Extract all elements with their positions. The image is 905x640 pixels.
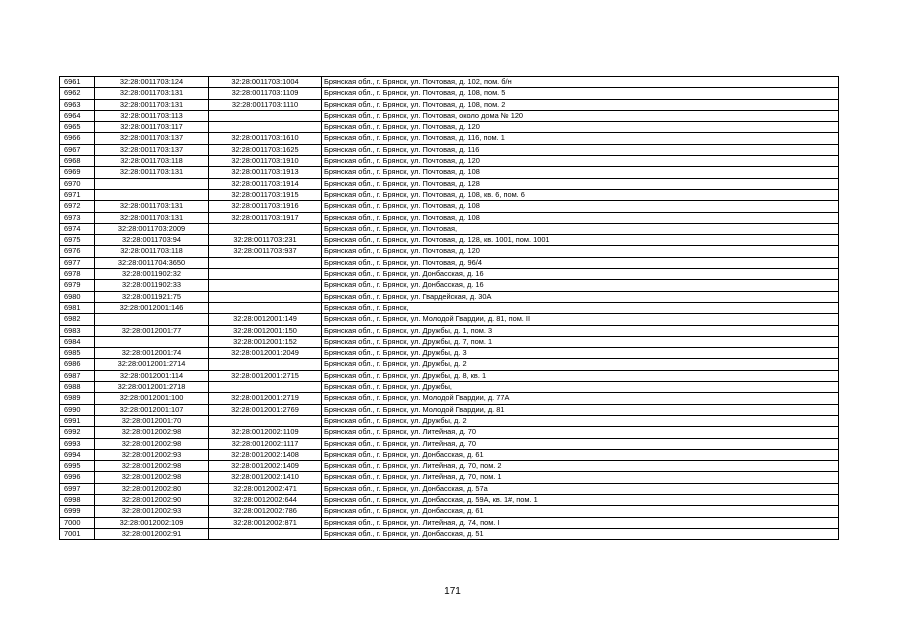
table-row <box>60 314 839 325</box>
record-number-cell: 6976 <box>60 246 95 257</box>
land-cadastral-number-cell: 32:28:0011704:3650 <box>95 257 209 268</box>
land-cadastral-number-cell: 32:28:0012001:77 <box>95 325 209 336</box>
table-row <box>60 246 839 257</box>
address-cell: Брянская обл., г. Брянск, ул. Дружбы, д. 2 <box>322 359 839 370</box>
record-number-cell: 6994 <box>60 449 95 460</box>
address-cell: Брянская обл., г. Брянск, ул. Почтовая, д. 108 <box>322 212 839 223</box>
table-row <box>60 110 839 121</box>
address-cell: Брянская обл., г. Брянск, ул. Дружбы, д. 7, пом. 1 <box>322 336 839 347</box>
table-row <box>60 438 839 449</box>
record-number-cell: 6991 <box>60 415 95 426</box>
record-number-cell: 6970 <box>60 178 95 189</box>
address-cell: Брянская обл., г. Брянск, ул. Гвардейская, д. 30А <box>322 291 839 302</box>
table-row <box>60 77 839 88</box>
address-cell: Брянская обл., г. Брянск, ул. Дружбы, д. 3 <box>322 348 839 359</box>
record-number-cell: 6993 <box>60 438 95 449</box>
table-row <box>60 336 839 347</box>
table-row <box>60 201 839 212</box>
object-cadastral-number-cell: 32:28:0012001:150 <box>209 325 322 336</box>
address-cell: Брянская обл., г. Брянск, ул. Литейная, д. 70 <box>322 438 839 449</box>
land-cadastral-number-cell: 32:28:0011703:124 <box>95 77 209 88</box>
table-row <box>60 382 839 393</box>
land-cadastral-number-cell: 32:28:0012002:93 <box>95 506 209 517</box>
record-number-cell: 6992 <box>60 427 95 438</box>
land-cadastral-number-cell: 32:28:0012001:74 <box>95 348 209 359</box>
address-cell: Брянская обл., г. Брянск, ул. Почтовая, д. 120 <box>322 246 839 257</box>
land-cadastral-number-cell: 32:28:0011703:131 <box>95 88 209 99</box>
record-number-cell: 6967 <box>60 144 95 155</box>
land-cadastral-number-cell: 32:28:0012002:98 <box>95 438 209 449</box>
table-row <box>60 223 839 234</box>
object-cadastral-number-cell: 32:28:0011703:1913 <box>209 167 322 178</box>
land-cadastral-number-cell: 32:28:0012002:91 <box>95 528 209 539</box>
land-cadastral-number-cell: 32:28:0012001:2714 <box>95 359 209 370</box>
record-number-cell: 6997 <box>60 483 95 494</box>
address-cell: Брянская обл., г. Брянск, ул. Дружбы, д. 8, кв. 1 <box>322 370 839 381</box>
address-cell: Брянская обл., г. Брянск, ул. Почтовая, д. 128 <box>322 178 839 189</box>
object-cadastral-number-cell: 32:28:0011703:937 <box>209 246 322 257</box>
address-cell: Брянская обл., г. Брянск, ул. Донбасская, д. 59А, кв. 1#, пом. 1 <box>322 494 839 505</box>
land-cadastral-number-cell: 32:28:0012001:146 <box>95 302 209 313</box>
object-cadastral-number-cell: 32:28:0011703:1917 <box>209 212 322 223</box>
object-cadastral-number-cell <box>209 302 322 313</box>
land-cadastral-number-cell: 32:28:0011703:94 <box>95 235 209 246</box>
object-cadastral-number-cell: 32:28:0011703:1110 <box>209 99 322 110</box>
land-cadastral-number-cell: 32:28:0012002:90 <box>95 494 209 505</box>
land-cadastral-number-cell: 32:28:0011703:2009 <box>95 223 209 234</box>
object-cadastral-number-cell: 32:28:0012002:1408 <box>209 449 322 460</box>
table-row <box>60 461 839 472</box>
land-cadastral-number-cell <box>95 178 209 189</box>
address-cell: Брянская обл., г. Брянск, ул. Дружбы, д. 2 <box>322 415 839 426</box>
record-number-cell: 6969 <box>60 167 95 178</box>
object-cadastral-number-cell <box>209 415 322 426</box>
address-cell: Брянская обл., г. Брянск, ул. Литейная, д. 70 <box>322 427 839 438</box>
land-cadastral-number-cell: 32:28:0012002:80 <box>95 483 209 494</box>
land-cadastral-number-cell: 32:28:0011902:33 <box>95 280 209 291</box>
address-cell: Брянская обл., г. Брянск, ул. Почтовая, д. 108 <box>322 201 839 212</box>
record-number-cell: 6961 <box>60 77 95 88</box>
record-number-cell: 6972 <box>60 201 95 212</box>
object-cadastral-number-cell: 32:28:0012002:471 <box>209 483 322 494</box>
land-cadastral-number-cell: 32:28:0011703:118 <box>95 156 209 167</box>
table-row <box>60 393 839 404</box>
object-cadastral-number-cell <box>209 528 322 539</box>
address-cell: Брянская обл., г. Брянск, ул. Донбасская, д. 16 <box>322 269 839 280</box>
address-cell: Брянская обл., г. Брянск, ул. Донбасская, д. 51 <box>322 528 839 539</box>
land-cadastral-number-cell: 32:28:0011902:32 <box>95 269 209 280</box>
object-cadastral-number-cell: 32:28:0012001:2719 <box>209 393 322 404</box>
land-cadastral-number-cell: 32:28:0012001:2718 <box>95 382 209 393</box>
address-cell: Брянская обл., г. Брянск, ул. Почтовая, около дома № 120 <box>322 110 839 121</box>
table-row <box>60 404 839 415</box>
land-cadastral-number-cell: 32:28:0011703:131 <box>95 212 209 223</box>
address-cell: Брянская обл., г. Брянск, ул. Почтовая, д. 108, пом. 2 <box>322 99 839 110</box>
object-cadastral-number-cell: 32:28:0012002:871 <box>209 517 322 528</box>
table-row <box>60 269 839 280</box>
address-cell: Брянская обл., г. Брянск, <box>322 302 839 313</box>
property-register-table <box>59 76 839 540</box>
land-cadastral-number-cell: 32:28:0011703:131 <box>95 99 209 110</box>
table-row <box>60 257 839 268</box>
table-row <box>60 167 839 178</box>
table-row <box>60 280 839 291</box>
record-number-cell: 6980 <box>60 291 95 302</box>
address-cell: Брянская обл., г. Брянск, ул. Почтовая, д. 116, пом. 1 <box>322 133 839 144</box>
object-cadastral-number-cell: 32:28:0012001:2715 <box>209 370 322 381</box>
land-cadastral-number-cell: 32:28:0012001:100 <box>95 393 209 404</box>
table-row <box>60 235 839 246</box>
table-row <box>60 494 839 505</box>
record-number-cell: 6984 <box>60 336 95 347</box>
object-cadastral-number-cell <box>209 257 322 268</box>
land-cadastral-number-cell: 32:28:0012002:93 <box>95 449 209 460</box>
address-cell: Брянская обл., г. Брянск, ул. Донбасская, д. 57а <box>322 483 839 494</box>
table-row <box>60 415 839 426</box>
table-row <box>60 291 839 302</box>
table-row <box>60 506 839 517</box>
object-cadastral-number-cell: 32:28:0011703:1610 <box>209 133 322 144</box>
land-cadastral-number-cell: 32:28:0011703:137 <box>95 144 209 155</box>
table-row <box>60 189 839 200</box>
table-row <box>60 144 839 155</box>
land-cadastral-number-cell: 32:28:0012002:109 <box>95 517 209 528</box>
table-row <box>60 133 839 144</box>
object-cadastral-number-cell: 32:28:0011703:1914 <box>209 178 322 189</box>
record-number-cell: 6968 <box>60 156 95 167</box>
land-cadastral-number-cell: 32:28:0011703:131 <box>95 167 209 178</box>
land-cadastral-number-cell: 32:28:0012001:70 <box>95 415 209 426</box>
table-row <box>60 156 839 167</box>
address-cell: Брянская обл., г. Брянск, ул. Молодой Гвардии, д. 81 <box>322 404 839 415</box>
record-number-cell: 6971 <box>60 189 95 200</box>
table-row <box>60 359 839 370</box>
table-row <box>60 178 839 189</box>
table-row <box>60 472 839 483</box>
record-number-cell: 6979 <box>60 280 95 291</box>
table-row <box>60 99 839 110</box>
object-cadastral-number-cell: 32:28:0012002:1409 <box>209 461 322 472</box>
object-cadastral-number-cell: 32:28:0012001:2769 <box>209 404 322 415</box>
record-number-cell: 6978 <box>60 269 95 280</box>
record-number-cell: 6973 <box>60 212 95 223</box>
object-cadastral-number-cell <box>209 291 322 302</box>
object-cadastral-number-cell: 32:28:0012001:2049 <box>209 348 322 359</box>
object-cadastral-number-cell: 32:28:0011703:1915 <box>209 189 322 200</box>
address-cell: Брянская обл., г. Брянск, ул. Почтовая, д. 96/4 <box>322 257 839 268</box>
land-cadastral-number-cell: 32:28:0011703:131 <box>95 201 209 212</box>
record-number-cell: 6963 <box>60 99 95 110</box>
address-cell: Брянская обл., г. Брянск, ул. Литейная, д. 74, пом. I <box>322 517 839 528</box>
address-cell: Брянская обл., г. Брянск, ул. Почтовая, д. 102, пом. б/н <box>322 77 839 88</box>
table-row <box>60 370 839 381</box>
table-row <box>60 449 839 460</box>
land-cadastral-number-cell <box>95 314 209 325</box>
table-row <box>60 528 839 539</box>
record-number-cell: 6982 <box>60 314 95 325</box>
table-row <box>60 122 839 133</box>
register-table-body <box>60 77 839 540</box>
land-cadastral-number-cell: 32:28:0012001:114 <box>95 370 209 381</box>
address-cell: Брянская обл., г. Брянск, ул. Дружбы, <box>322 382 839 393</box>
page-number: 171 <box>444 586 461 597</box>
land-cadastral-number-cell: 32:28:0012002:98 <box>95 427 209 438</box>
object-cadastral-number-cell: 32:28:0012002:1109 <box>209 427 322 438</box>
table-row <box>60 212 839 223</box>
record-number-cell: 6999 <box>60 506 95 517</box>
record-number-cell: 6974 <box>60 223 95 234</box>
address-cell: Брянская обл., г. Брянск, ул. Почтовая, <box>322 223 839 234</box>
table-row <box>60 483 839 494</box>
land-cadastral-number-cell: 32:28:0012002:98 <box>95 472 209 483</box>
table-row <box>60 348 839 359</box>
record-number-cell: 6983 <box>60 325 95 336</box>
land-cadastral-number-cell: 32:28:0011921:75 <box>95 291 209 302</box>
land-cadastral-number-cell: 32:28:0011703:113 <box>95 110 209 121</box>
object-cadastral-number-cell <box>209 359 322 370</box>
address-cell: Брянская обл., г. Брянск, ул. Почтовая, д. 120 <box>322 156 839 167</box>
address-cell: Брянская обл., г. Брянск, ул. Почтовая, д. 108, кв. 6, пом. 6 <box>322 189 839 200</box>
table-row <box>60 88 839 99</box>
record-number-cell: 6988 <box>60 382 95 393</box>
object-cadastral-number-cell: 32:28:0012002:644 <box>209 494 322 505</box>
object-cadastral-number-cell <box>209 122 322 133</box>
record-number-cell: 6987 <box>60 370 95 381</box>
record-number-cell: 6966 <box>60 133 95 144</box>
object-cadastral-number-cell: 32:28:0012002:1410 <box>209 472 322 483</box>
land-cadastral-number-cell: 32:28:0012001:107 <box>95 404 209 415</box>
object-cadastral-number-cell: 32:28:0011703:1625 <box>209 144 322 155</box>
land-cadastral-number-cell: 32:28:0011703:137 <box>95 133 209 144</box>
object-cadastral-number-cell: 32:28:0011703:1916 <box>209 201 322 212</box>
record-number-cell: 6990 <box>60 404 95 415</box>
record-number-cell: 7001 <box>60 528 95 539</box>
object-cadastral-number-cell: 32:28:0011703:1910 <box>209 156 322 167</box>
address-cell: Брянская обл., г. Брянск, ул. Донбасская, д. 16 <box>322 280 839 291</box>
record-number-cell: 6989 <box>60 393 95 404</box>
record-number-cell: 7000 <box>60 517 95 528</box>
object-cadastral-number-cell: 32:28:0011703:231 <box>209 235 322 246</box>
object-cadastral-number-cell <box>209 223 322 234</box>
object-cadastral-number-cell: 32:28:0012002:786 <box>209 506 322 517</box>
address-cell: Брянская обл., г. Брянск, ул. Почтовая, д. 108 <box>322 167 839 178</box>
table-row <box>60 427 839 438</box>
record-number-cell: 6985 <box>60 348 95 359</box>
record-number-cell: 6962 <box>60 88 95 99</box>
table-row <box>60 517 839 528</box>
record-number-cell: 6996 <box>60 472 95 483</box>
record-number-cell: 6981 <box>60 302 95 313</box>
address-cell: Брянская обл., г. Брянск, ул. Донбасская, д. 61 <box>322 449 839 460</box>
record-number-cell: 6965 <box>60 122 95 133</box>
table-row <box>60 325 839 336</box>
table-row <box>60 302 839 313</box>
object-cadastral-number-cell: 32:28:0011703:1004 <box>209 77 322 88</box>
record-number-cell: 6975 <box>60 235 95 246</box>
address-cell: Брянская обл., г. Брянск, ул. Дружбы, д. 1, пом. 3 <box>322 325 839 336</box>
address-cell: Брянская обл., г. Брянск, ул. Почтовая, д. 120 <box>322 122 839 133</box>
object-cadastral-number-cell <box>209 269 322 280</box>
address-cell: Брянская обл., г. Брянск, ул. Литейная, д. 70, пом. 1 <box>322 472 839 483</box>
land-cadastral-number-cell <box>95 336 209 347</box>
address-cell: Брянская обл., г. Брянск, ул. Молодой Гвардии, д. 81, пом. II <box>322 314 839 325</box>
land-cadastral-number-cell <box>95 189 209 200</box>
record-number-cell: 6986 <box>60 359 95 370</box>
record-number-cell: 6998 <box>60 494 95 505</box>
object-cadastral-number-cell: 32:28:0012002:1117 <box>209 438 322 449</box>
address-cell: Брянская обл., г. Брянск, ул. Донбасская, д. 61 <box>322 506 839 517</box>
record-number-cell: 6964 <box>60 110 95 121</box>
land-cadastral-number-cell: 32:28:0011703:118 <box>95 246 209 257</box>
object-cadastral-number-cell: 32:28:0012001:152 <box>209 336 322 347</box>
land-cadastral-number-cell: 32:28:0011703:117 <box>95 122 209 133</box>
address-cell: Брянская обл., г. Брянск, ул. Почтовая, д. 116 <box>322 144 839 155</box>
record-number-cell: 6995 <box>60 461 95 472</box>
object-cadastral-number-cell <box>209 280 322 291</box>
address-cell: Брянская обл., г. Брянск, ул. Почтовая, д. 128, кв. 1001, пом. 1001 <box>322 235 839 246</box>
address-cell: Брянская обл., г. Брянск, ул. Литейная, д. 70, пом. 2 <box>322 461 839 472</box>
address-cell: Брянская обл., г. Брянск, ул. Молодой Гвардии, д. 77А <box>322 393 839 404</box>
record-number-cell: 6977 <box>60 257 95 268</box>
object-cadastral-number-cell: 32:28:0011703:1109 <box>209 88 322 99</box>
object-cadastral-number-cell: 32:28:0012001:149 <box>209 314 322 325</box>
address-cell: Брянская обл., г. Брянск, ул. Почтовая, д. 108, пом. 5 <box>322 88 839 99</box>
object-cadastral-number-cell <box>209 382 322 393</box>
land-cadastral-number-cell: 32:28:0012002:98 <box>95 461 209 472</box>
object-cadastral-number-cell <box>209 110 322 121</box>
